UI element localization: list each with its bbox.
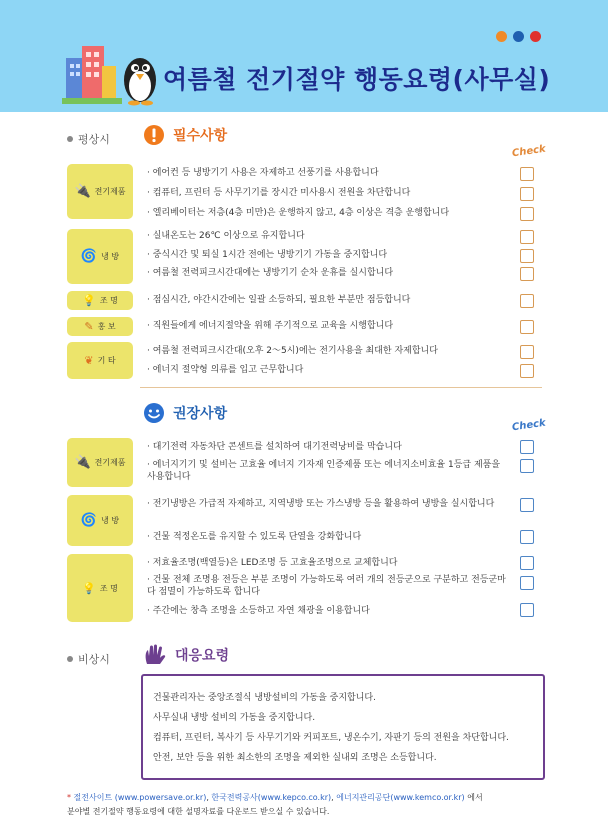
pencil-icon: ✎ — [84, 320, 94, 333]
checkbox[interactable] — [520, 440, 534, 454]
emergency-section-label — [67, 651, 110, 667]
wind-icon: 🌀 — [80, 513, 98, 528]
required-item: · 엘리베이터는 저층(4층 미만)은 운행하지 않고, 4층 이상은 격층 운행합니다 — [147, 208, 450, 218]
category-promotion — [67, 317, 133, 336]
category-lighting — [67, 554, 133, 622]
emergency-line: 안전, 보안 등을 위한 최소한의 조명을 제외한 실내외 조명은 소등합니다. — [153, 753, 437, 763]
checkbox[interactable] — [520, 530, 534, 544]
footnote-star: * — [67, 793, 71, 802]
checkbox[interactable] — [520, 364, 534, 378]
required-item: · 점심시간, 야간시간에는 일괄 소등하되, 필요한 부분만 점등합니다 — [147, 295, 411, 305]
checkbox[interactable] — [520, 230, 534, 244]
required-item: · 여름철 전력피크시간대(오후 2～5시)에는 전기사용을 최대한 자제합니다 — [147, 346, 438, 356]
checkbox[interactable] — [520, 207, 534, 221]
category-cooling — [67, 495, 133, 546]
smiley-icon — [143, 402, 165, 424]
page-title: 여름철 전기절약 행동요령(사무실) — [163, 65, 551, 94]
recommended-item: · 주간에는 창측 조명을 소등하고 자연 채광을 이용합니다 — [147, 606, 370, 616]
link-kepco[interactable]: 한국전력공사(www.kepco.co.kr) — [211, 793, 332, 802]
category-cooling — [67, 229, 133, 284]
category-label: 냉 방 — [101, 516, 120, 525]
orange-dot — [496, 31, 507, 42]
emergency-line: 사무실내 냉방 설비의 가동을 중지합니다. — [153, 713, 316, 723]
wind-icon: 🌀 — [80, 249, 98, 264]
required-title-text: 필수사항 — [173, 128, 228, 144]
checkbox[interactable] — [520, 167, 534, 181]
recommended-item: · 저효율조명(백열등)은 LED조명 등 고효율조명으로 교체합니다 — [147, 558, 398, 568]
checkbox[interactable] — [520, 459, 534, 473]
checkbox[interactable] — [520, 576, 534, 590]
checkbox[interactable] — [520, 556, 534, 570]
required-item: · 에너지 절약형 의류를 입고 근무합니다 — [147, 365, 304, 375]
normal-section-label — [67, 131, 110, 147]
footnote-suffix: 에서 — [464, 793, 483, 802]
required-item: · 실내온도는 26℃ 이상으로 유지합니다 — [147, 231, 305, 241]
checkbox[interactable] — [520, 294, 534, 308]
checkbox[interactable] — [520, 267, 534, 281]
recommended-item: · 건물 적정온도를 유지할 수 있도록 단열을 강화합니다 — [147, 532, 362, 542]
hand-wave-icon — [143, 644, 167, 666]
category-label: 전기제품 — [94, 187, 126, 196]
decorative-dots — [496, 31, 541, 42]
footnote-line2: 분야별 전기절약 행동요령에 대한 설명자료를 다운로드 받으실 수 있습니다. — [67, 807, 330, 816]
recommended-item: · 전기냉방은 가급적 자제하고, 지역냉방 또는 가스냉방 등을 활용하여 냉방을 실시합니다 — [147, 499, 495, 509]
recommended-item: · 대기전력 자동차단 콘센트를 설치하여 대기전력낭비를 막습니다 — [147, 442, 402, 452]
sprout-icon: ❦ — [84, 354, 94, 367]
blue-dot — [513, 31, 524, 42]
category-lighting — [67, 291, 133, 310]
checkbox[interactable] — [520, 603, 534, 617]
required-item: · 여름철 전력피크시간대에는 냉방기기 순차 운휴를 실시합니다 — [147, 268, 394, 278]
red-dot — [530, 31, 541, 42]
separator: , — [331, 793, 337, 802]
emergency-label-text: 비상시 — [78, 653, 110, 666]
recommended-check-label: Check — [511, 417, 547, 434]
link-powersave[interactable]: 절전사이트 (www.powersave.or.kr) — [73, 793, 207, 802]
checkbox[interactable] — [520, 498, 534, 512]
required-item: · 중식시간 및 퇴실 1시간 전에는 냉방기기 가동을 중지합니다 — [147, 250, 388, 260]
checkbox[interactable] — [520, 320, 534, 334]
emergency-box — [141, 674, 545, 780]
bullet-dot — [67, 136, 73, 142]
link-kemco[interactable]: 에너지관리공단(www.kemco.or.kr) — [336, 793, 465, 802]
footnote-line1 — [67, 792, 483, 803]
recommended-title-text: 권장사항 — [173, 406, 228, 422]
emergency-title-text: 대응요령 — [175, 648, 230, 664]
category-label: 전기제품 — [94, 458, 126, 467]
category-label: 냉 방 — [101, 252, 120, 261]
mascot-buildings-illustration — [62, 40, 162, 106]
required-item: · 에어컨 등 냉방기기 사용은 자제하고 선풍기를 사용합니다 — [147, 168, 379, 178]
category-label: 기 타 — [97, 356, 116, 365]
required-check-label: Check — [511, 143, 547, 160]
plug-icon: 🔌 — [74, 184, 91, 199]
checkbox[interactable] — [520, 249, 534, 263]
recommended-item: · 에너지기기 및 설비는 고효율 에너지 기자재 인증제품 또는 에너지소비효율 1등급 제품을 사용합니다 — [147, 460, 501, 482]
category-electric — [67, 164, 133, 219]
bullet-dot — [67, 656, 73, 662]
checkbox[interactable] — [520, 345, 534, 359]
normal-label-text: 평상시 — [78, 133, 110, 146]
required-item: · 컴퓨터, 프린터 등 사무기기를 장시간 미사용시 전원을 차단합니다 — [147, 188, 411, 198]
bulb-icon: 💡 — [82, 581, 96, 595]
recommended-item: · 건물 전체 조명용 전등은 부분 조명이 가능하도록 여러 개의 전등군으로 구분하고 전등군마다 점멸이 가능하도록 합니다 — [147, 575, 506, 597]
category-electric — [67, 438, 133, 487]
emergency-section-title — [143, 644, 229, 666]
category-label: 조 명 — [99, 296, 118, 305]
required-item: · 직원들에게 에너지절약을 위해 주기적으로 교육을 시행합니다 — [147, 321, 394, 331]
category-etc — [67, 342, 133, 379]
emergency-line: 컴퓨터, 프린터, 복사기 등 사무기기와 커피포트, 냉온수기, 자판기 등의 전원을 차단합니다. — [153, 733, 509, 743]
category-label: 홍 보 — [97, 322, 116, 331]
section-divider — [140, 387, 542, 388]
plug-icon: 🔌 — [74, 455, 91, 470]
category-label: 조 명 — [99, 583, 118, 593]
checkbox[interactable] — [520, 187, 534, 201]
required-section-title — [143, 124, 227, 146]
bulb-icon: 💡 — [82, 294, 96, 307]
exclamation-icon — [143, 124, 165, 146]
recommended-section-title — [143, 402, 227, 424]
header-banner — [0, 0, 608, 112]
emergency-line: 건물관리자는 중앙조절식 냉방설비의 가동을 중지합니다. — [153, 693, 376, 703]
separator: , — [206, 793, 212, 802]
